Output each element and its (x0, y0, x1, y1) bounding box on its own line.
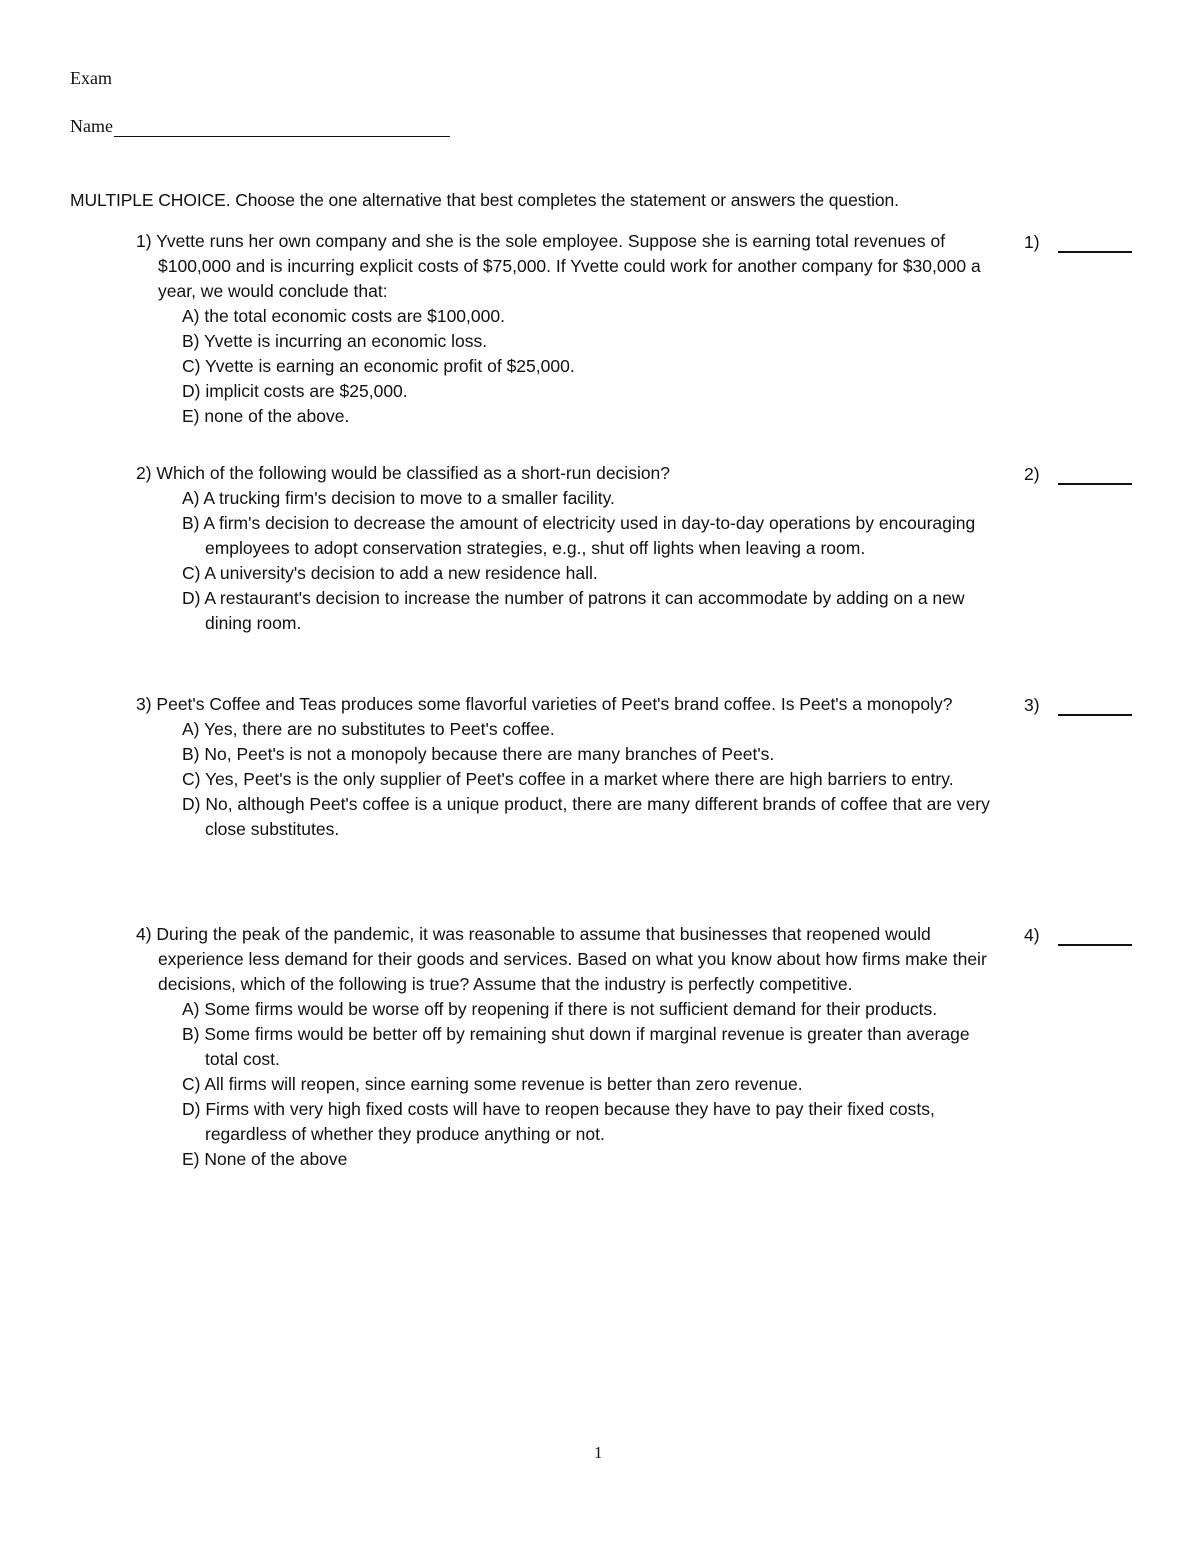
answer-blank-line[interactable] (1058, 696, 1132, 716)
name-blank-line[interactable] (114, 120, 450, 137)
question-4 (136, 922, 1006, 1172)
exam-title: Exam (70, 68, 112, 88)
option-a: A) Yes, there are no substitutes to Peet's coffee. (182, 719, 555, 739)
option-e: E) none of the above. (182, 406, 350, 426)
option-list (136, 486, 1006, 636)
answer-number: 3) (1024, 695, 1040, 715)
question-stem: 3) Peet's Coffee and Teas produces some flavorful varieties of Peet's brand coffee. Is Peet's a monopoly? (136, 694, 953, 714)
option-d: D) A restaurant's decision to increase the number of patrons it can accommodate by adding on a new dining room. (182, 588, 965, 633)
option-d: D) implicit costs are $25,000. (182, 381, 408, 401)
answer-number: 1) (1024, 232, 1040, 252)
option-list (136, 304, 1006, 429)
question-3 (136, 692, 1006, 842)
option-c: C) All firms will reopen, since earning some revenue is better than zero revenue. (182, 1074, 803, 1094)
instructions: MULTIPLE CHOICE. Choose the one alternative that best completes the statement or answers the question. (70, 190, 899, 210)
answer-number: 2) (1024, 464, 1040, 484)
option-a: A) the total economic costs are $100,000. (182, 306, 505, 326)
option-c: C) Yvette is earning an economic profit of $25,000. (182, 356, 575, 376)
page-number: 1 (594, 1443, 603, 1462)
option-c: C) Yes, Peet's is the only supplier of Peet's coffee in a market where there are high barriers to entry. (182, 769, 954, 789)
name-label: Name (70, 116, 113, 136)
option-d: D) Firms with very high fixed costs will have to reopen because they have to pay their fixed costs, regardless of whether they produce anything or not. (182, 1099, 935, 1144)
option-e: E) None of the above (182, 1149, 348, 1169)
option-b: B) A firm's decision to decrease the amount of electricity used in day-to-day operations by encouraging employees to adopt conservation strategies, e.g., shut off lights when leaving a room. (182, 513, 976, 558)
answer-slot-3 (1024, 695, 1132, 716)
question-2 (136, 461, 1006, 636)
name-field-row (70, 116, 450, 137)
option-a: A) A trucking firm's decision to move to a smaller facility. (182, 488, 615, 508)
answer-number: 4) (1024, 925, 1040, 945)
answer-slot-1 (1024, 232, 1132, 253)
answer-blank-line[interactable] (1058, 233, 1132, 253)
answer-slot-2 (1024, 464, 1132, 485)
option-b: B) No, Peet's is not a monopoly because there are many branches of Peet's. (182, 744, 775, 764)
question-stem: 1) Yvette runs her own company and she is the sole employee. Suppose she is earning total revenues of $100,000 and is incurring explicit costs of $75,000. If Yvette could work for another company for $30,000 a year, we would conclude that: (136, 231, 981, 301)
question-stem: 4) During the peak of the pandemic, it was reasonable to assume that businesses that reopened would experience less demand for their goods and services. Based on what you know about how firms make their decisions, which of the following is true? Assume that the industry is perfectly competitive. (136, 924, 987, 994)
answer-blank-line[interactable] (1058, 926, 1132, 946)
option-d: D) No, although Peet's coffee is a unique product, there are many different brands of coffee that are very close substitutes. (182, 794, 990, 839)
option-c: C) A university's decision to add a new residence hall. (182, 563, 598, 583)
answer-slot-4 (1024, 925, 1132, 946)
option-a: A) Some firms would be worse off by reopening if there is not sufficient demand for their products. (182, 999, 938, 1019)
question-1 (136, 229, 1006, 429)
option-b: B) Yvette is incurring an economic loss. (182, 331, 488, 351)
option-b: B) Some firms would be better off by remaining shut down if marginal revenue is greater than average total cost. (182, 1024, 970, 1069)
option-list (136, 997, 1006, 1172)
question-stem: 2) Which of the following would be classified as a short-run decision? (136, 463, 671, 483)
option-list (136, 717, 1006, 842)
answer-blank-line[interactable] (1058, 465, 1132, 485)
